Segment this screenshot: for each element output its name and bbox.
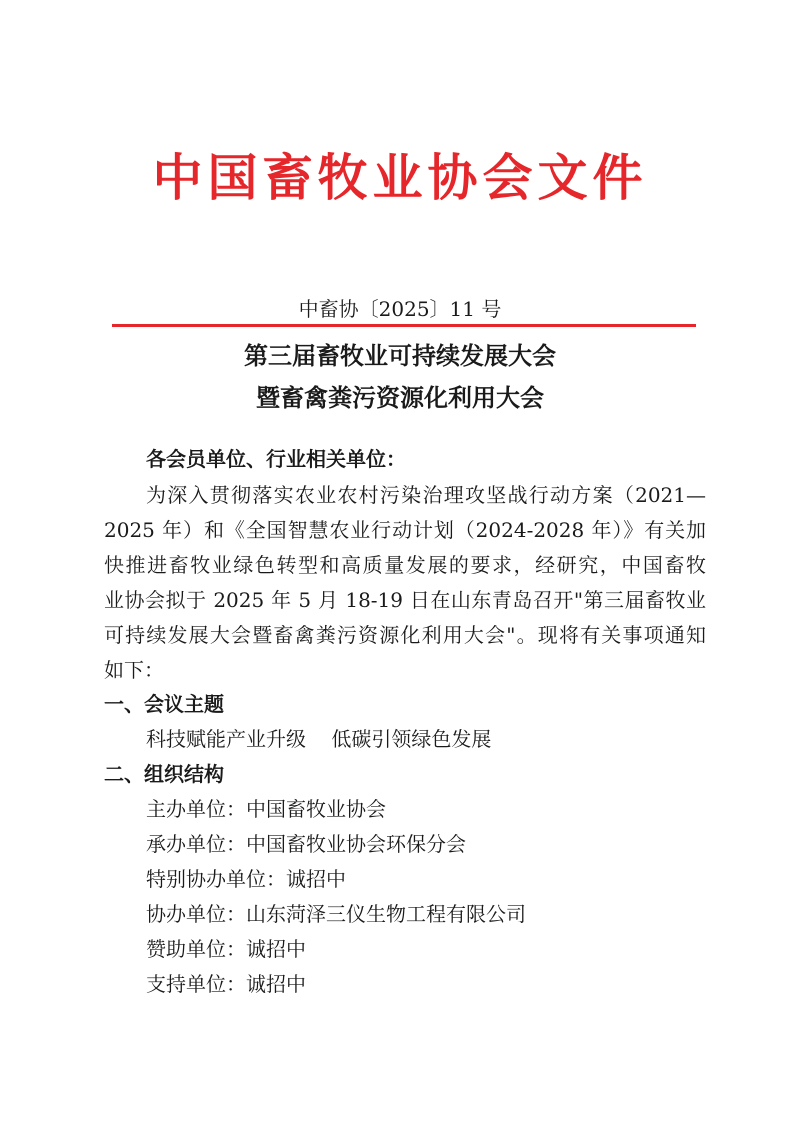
intro-line-1: 为深入贯彻落实农业农村污染治理攻坚战行动方案（2021— — [146, 483, 706, 507]
organizer-co-organizer: 协办单位：山东菏泽三仪生物工程有限公司 — [146, 902, 526, 926]
document-number: 中畜协〔2025〕11 号 — [298, 297, 502, 321]
section-1-heading: 一、会议主题 — [104, 692, 224, 716]
masthead-title: 中国畜牧业协会文件 — [152, 148, 648, 207]
organizer-host: 主办单位：中国畜牧业协会 — [146, 797, 386, 821]
document-title-line-1: 第三届畜牧业可持续发展大会 — [244, 341, 556, 370]
section-2-heading: 二、组织结构 — [104, 762, 224, 786]
organizer-undertaker: 承办单位：中国畜牧业协会环保分会 — [146, 832, 466, 856]
organizer-special-co-organizer: 特别协办单位：诚招中 — [146, 867, 346, 891]
intro-line-5: 可持续发展大会暨畜禽粪污资源化利用大会"。现将有关事项通知 — [104, 623, 706, 647]
salutation: 各会员单位、行业相关单位： — [146, 447, 406, 471]
red-divider-line — [112, 324, 696, 327]
organizer-supporter: 支持单位：诚招中 — [146, 972, 306, 996]
document-title-line-2: 暨畜禽粪污资源化利用大会 — [256, 383, 544, 412]
intro-line-3: 快推进畜牧业绿色转型和高质量发展的要求，经研究，中国畜牧 — [104, 553, 706, 577]
intro-line-6: 如下： — [104, 658, 164, 682]
section-1-theme: 科技赋能产业升级 低碳引领绿色发展 — [146, 727, 492, 751]
intro-line-4: 业协会拟于 2025 年 5 月 18-19 日在山东青岛召开"第三届畜牧业 — [104, 588, 706, 612]
intro-line-2: 2025 年）和《全国智慧农业行动计划（2024-2028 年）》有关加 — [104, 518, 706, 542]
organizer-sponsor: 赞助单位：诚招中 — [146, 937, 306, 961]
